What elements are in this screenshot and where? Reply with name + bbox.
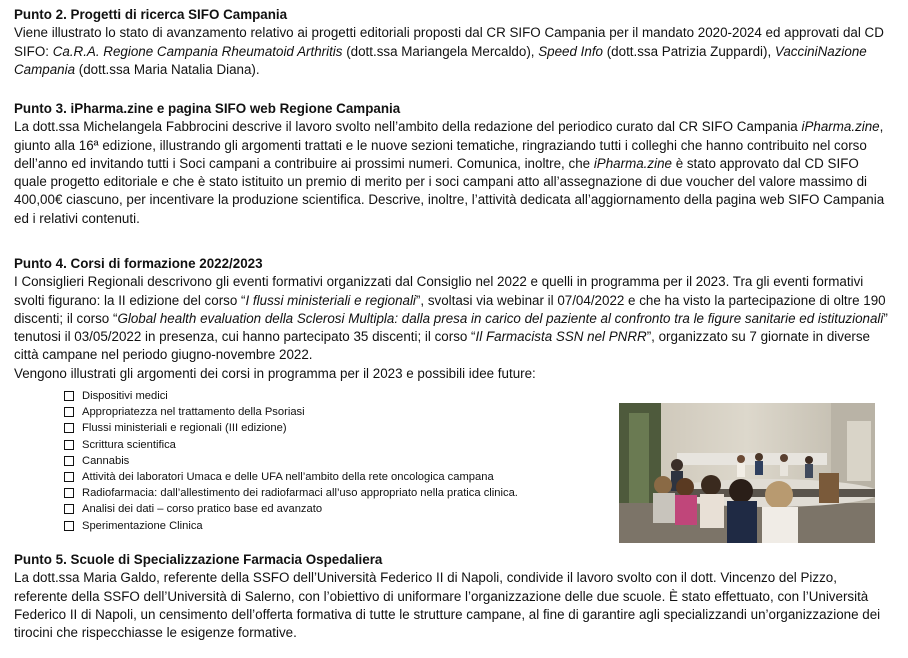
list-item: Analisi dei dati – corso pratico base ed avanzato <box>64 501 604 517</box>
section-paragraph <box>14 273 894 364</box>
checkbox-icon <box>64 488 74 498</box>
text-run: ” tenutosi il 03/05/2022 in presenza, cui hanno partecipato 35 discenti; il corso “ <box>14 310 888 345</box>
list-item: Sperimentazione Clinica <box>64 518 604 534</box>
text-run: ”, organizzato su 7 giornate in diverse città campane nel periodo giugno-novembre 2022. <box>14 329 870 363</box>
text-run: Viene illustrato lo stato di avanzamento relativo ai progetti editoriali proposti dal CR SIFO Campania per il mandato 2020-2024 ed approvati dal CD SIFO: <box>14 25 884 59</box>
section-punto-2 <box>14 6 894 79</box>
section-heading: Punto 5. Scuole di Specializzazione Farmacia Ospedaliera <box>14 552 383 567</box>
italic-text-run: Il Farmacista SSN nel PNRR <box>475 329 647 345</box>
list-item: Dispositivi medici <box>64 388 604 404</box>
checkbox-icon <box>64 456 74 466</box>
section-heading: Punto 3. iPharma.zine e pagina SIFO web Regione Campania <box>14 101 401 116</box>
text-run: (dott.ssa Patrizia Zuppardi), <box>603 43 775 59</box>
checkbox-icon <box>64 440 74 450</box>
section-heading: Punto 2. Progetti di ricerca SIFO Campania <box>14 7 288 22</box>
text-run: La dott.ssa Maria Galdo, referente della SSFO dell’Università Federico II di Napoli, condivide il lavoro svolto con il dott. Vincenzo del Pizzo, referente della SSFO dell’Università di Salerno, con l’obiettivo di uniformare l’organizzazione delle due scuole. È stato effettuato, con l’Università Federico II di Napoli, un censimento dell’offerta formativa di tutte le strutture campane, al fine di garantire agli specializzandi un’organizzazione dei tirocini che rispecchiasse le esigenze formative. <box>14 570 881 641</box>
checkbox-icon <box>64 472 74 482</box>
italic-text-run: I flussi ministeriali e regionali <box>245 292 416 308</box>
list-item: Appropriatezza nel trattamento della Psoriasi <box>64 404 604 420</box>
checkbox-icon <box>64 423 74 433</box>
section-paragraph <box>14 24 894 79</box>
italic-text-run: iPharma.zine <box>801 119 880 135</box>
checkbox-icon <box>64 407 74 417</box>
section-paragraph <box>14 118 894 228</box>
text-run: ”, svoltasi via webinar il 07/04/2022 e che ha visto la partecipazione di oltre 190 discenti; il corso “ <box>14 292 886 326</box>
section-paragraph <box>14 569 894 642</box>
checkbox-icon <box>64 391 74 401</box>
text-run: è stato approvato dal CD SIFO quale progetto editoriale e che è stato istituito un premio di merito per i soci campani atto all’assegnazione di due voucher del valore massimo di 400,00€ ciascuno, per incentivare la produzione scientifica. Descrive, inoltre, l’attività dedicata all’aggiornamento della pagina web SIFO Campania ed i relativi contenuti. <box>14 155 885 226</box>
text-run: (dott.ssa Maria Natalia Diana). <box>75 61 260 77</box>
text-run: Vengono illustrati gli argomenti dei corsi in programma per il 2023 e possibili idee future: <box>14 365 536 381</box>
text-run: La dott.ssa Michelangela Fabbrocini descrive il lavoro svolto nell’ambito della redazione del periodico curato dal CR SIFO Campania <box>14 119 802 135</box>
italic-text-run: Global health evaluation della Sclerosi Multipla: dalla presa in carico del paziente al confronto tra le figure sanitarie ed istituzionali <box>117 310 884 326</box>
list-item: Cannabis <box>64 453 604 469</box>
section-punto-5 <box>14 551 894 642</box>
italic-text-run: Ca.R.A. Regione Campania Rheumatoid Arthritis <box>52 43 343 59</box>
list-item: Flussi ministeriali e regionali (III edizione) <box>64 420 604 436</box>
section-paragraph <box>14 365 894 383</box>
list-item: Radiofarmacia: dall’allestimento dei radiofarmaci all’uso appropriato nella pratica clinica. <box>64 485 604 501</box>
checkbox-icon <box>64 521 74 531</box>
section-punto-3 <box>14 100 894 228</box>
text-run: , giunto alla 16ª edizione, illustrando gli argomenti trattati e le nuove sezioni tematiche, ringraziando tutti i colleghi che hanno contribuito nel corso dell’anno ed invitando tutti i Soci campani a contribuire ai prossimi numeri. Comunica, inoltre, che <box>14 119 884 171</box>
meeting-photo-illustration <box>619 403 875 543</box>
text-run: (dott.ssa Mariangela Mercaldo), <box>342 43 539 59</box>
italic-text-run: Speed Info <box>538 43 603 59</box>
section-punto-4 <box>14 255 894 383</box>
course-topics-list <box>64 388 604 534</box>
section-heading: Punto 4. Corsi di formazione 2022/2023 <box>14 256 263 271</box>
list-item: Attività dei laboratori Umaca e delle UFA nell’ambito della rete oncologica campana <box>64 469 604 485</box>
meeting-photo <box>619 403 875 543</box>
italic-text-run: iPharma.zine <box>593 155 672 171</box>
list-item: Scrittura scientifica <box>64 437 604 453</box>
text-run: I Consiglieri Regionali descrivono gli eventi formativi organizzati dal Consiglio nel 2022 e quelli in programma per il 2023. Tra gli eventi formativi svolti figurano: la II edizione del corso “ <box>14 274 864 308</box>
checkbox-icon <box>64 504 74 514</box>
italic-text-run: VacciniNazione Campania <box>14 43 867 77</box>
